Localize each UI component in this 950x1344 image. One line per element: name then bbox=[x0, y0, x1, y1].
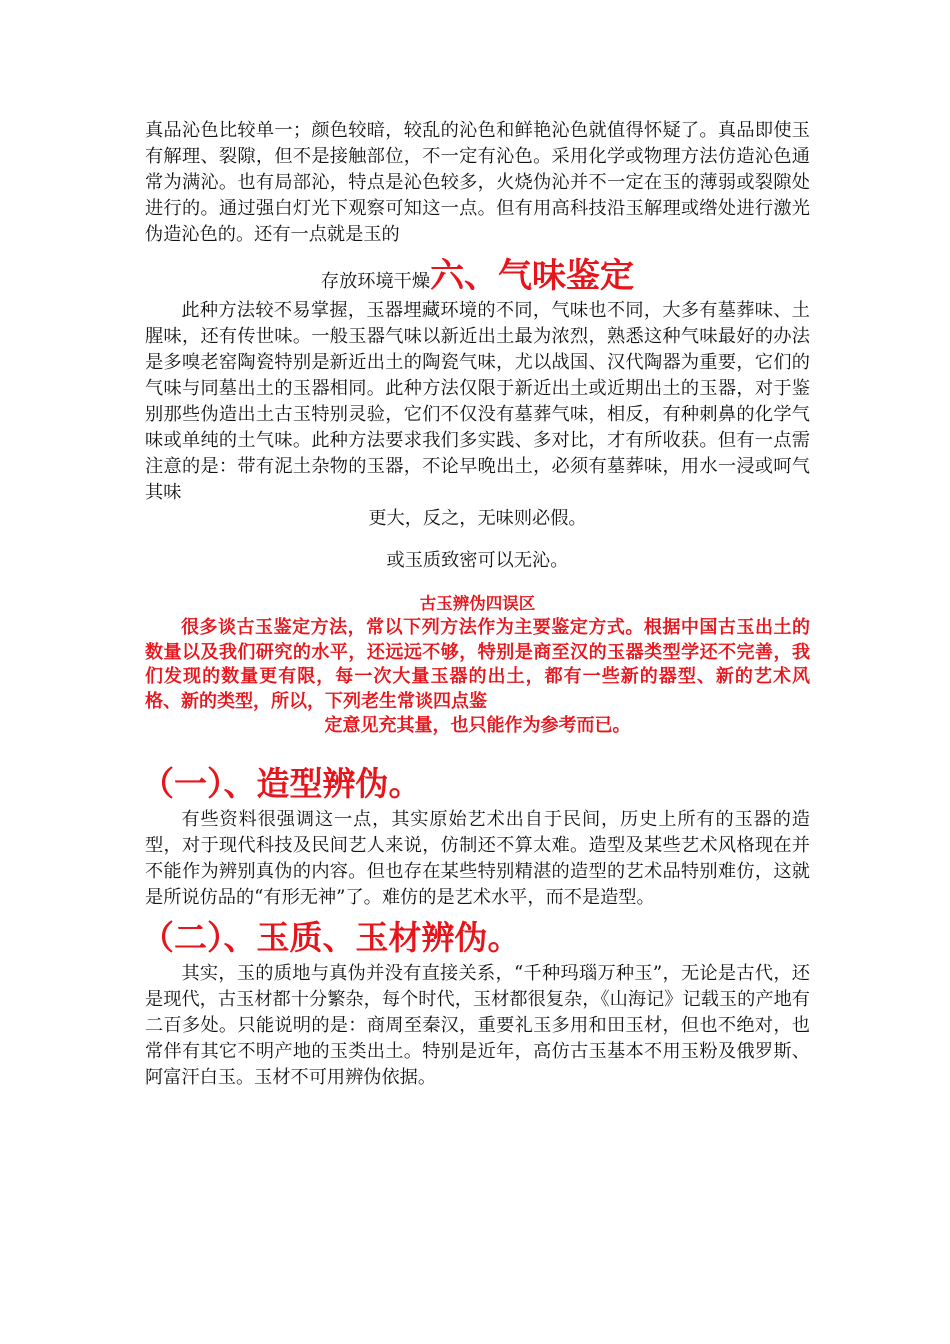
storage-dry-text: 存放环境干燥 bbox=[320, 271, 431, 292]
shape-identification-heading: （一）、造型辨伪。 bbox=[141, 763, 422, 803]
smell-identification-heading: 六、气味鉴定 bbox=[430, 256, 635, 296]
four-misconceptions-title: 古玉辨伪四误区 bbox=[419, 594, 536, 613]
material-paragraph: 其实，玉的质地与真伪并没有直接关系，“千种玛瑙万种玉”，无论是古代，还是现代，古玉材都十分繁杂，每个时代，玉材都很复杂，《山海记》记载玉的产地有二百多处。只能说明的是：商周至秦汉，重要礼玉多用和田玉材，但也不绝对，也常伴有其它不明产地的玉类出土。特别是近年，高仿古玉基本不用玉粉及俄罗斯、阿富汗白玉。玉材不可用辨伪依据。 bbox=[145, 962, 810, 1088]
four-misconceptions-paragraph: 很多谈古玉鉴定方法，常以下列方法作为主要鉴定方式。根据中国古玉出土的数量以及我们研究的水平，还远远不够，特别是商至汉的玉器类型学还不完善，我们发现的数量更有限，每一次大量玉器的出土，都有一些新的器型、新的艺术风格、新的类型，所以，下列老生常谈四点鉴 bbox=[145, 617, 810, 712]
smell-paragraph-last-line: 更大，反之，无味则必假。 bbox=[368, 508, 587, 529]
shape-paragraph: 有些资料很强调这一点，其实原始艺术出自于民间，历史上所有的玉器的造型，对于现代科技及民间艺人来说，仿制还不算太难。造型及某些艺术风格现在并不能作为辨别真伪的内容。但也存在某些特别精湛的造型的艺术品特别难仿，这就是所说仿品的“有形无神”了。难仿的是艺术水平，而不是造型。 bbox=[145, 808, 810, 908]
material-identification-heading: （二）、玉质、玉材辨伪。 bbox=[141, 917, 521, 957]
qin-color-paragraph: 真品沁色比较单一；颜色较暗，较乱的沁色和鲜艳沁色就值得怀疑了。真品即使玉有解理、裂隙，但不是接触部位，不一定有沁色。采用化学或物理方法仿造沁色通常为满沁。也有局部沁，特点是沁色较多，火烧伪沁并不一定在玉的薄弱或裂隙处进行的。通过强白灯光下观察可知这一点。但有用高科技沿玉解理或绺处进行激光伪造沁色的。还有一点就是玉的 bbox=[145, 120, 810, 245]
section-six-heading-row bbox=[145, 254, 810, 298]
document-page bbox=[141, 118, 810, 1091]
dense-jade-note: 或玉质致密可以无沁。 bbox=[386, 550, 569, 571]
smell-paragraph: 此种方法较不易掌握，玉器埋藏环境的不同，气味也不同，大多有墓葬味、土腥味，还有传世味。一般玉器气味以新近出土最为浓烈，熟悉这种气味最好的办法是多嗅老窑陶瓷特别是新近出土的陶瓷气味，尤以战国、汉代陶器为重要，它们的气味与同墓出土的玉器相同。此种方法仅限于新近出土或近期出土的玉器，对于鉴别那些伪造出土古玉特别灵验，它们不仅没有墓葬气味，相反，有种刺鼻的化学气味或单纯的土气味。此种方法要求我们多实践、多对比，才有所收获。但有一点需注意的是：带有泥土杂物的玉器，不论早晚出土，必须有墓葬味，用水一浸或呵气其味 bbox=[145, 300, 810, 503]
four-misconceptions-last-line: 定意见充其量，也只能作为参考而已。 bbox=[324, 715, 631, 736]
